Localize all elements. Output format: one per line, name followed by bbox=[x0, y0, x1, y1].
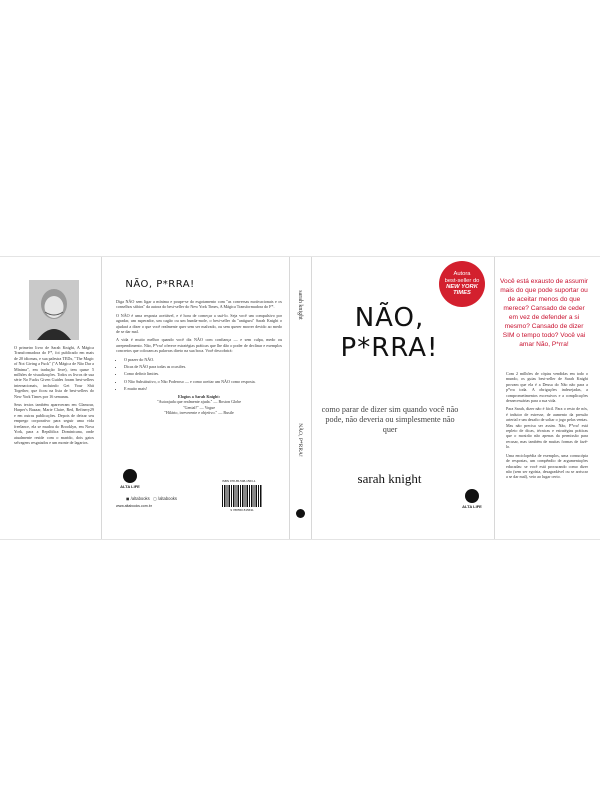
praise-heading: Elogios a Sarah Knight: bbox=[178, 393, 220, 399]
back-paragraph: Diga NÃO sem ligar a mínima e poupe-se do esgotamento com "as conversas motivacionais e os conselhos sábios" da autora do best-seller do New York Times, A Mágica Transformadora do F*. bbox=[116, 299, 282, 310]
author-bio-paragraph: Seus textos também apareceram em Glamour, Harper's Bazaar, Marie Claire, Red, Refinery29 e em outras publicações. Depois de deixar seu emprego corporativo para seguir uma vida freelance, ela se mudou do Brooklyn, em Nova York, para a República Dominicana, onde atualmente reside com o marido, dois gatos selvagens resgatados e um monte de lagartos. bbox=[14, 402, 94, 445]
book-jacket bbox=[0, 256, 600, 540]
praise-quote: "Genial!" — Vogue bbox=[182, 404, 216, 410]
fold-line bbox=[494, 257, 495, 539]
facebook-icon: ◼ bbox=[126, 496, 130, 501]
publisher-logo bbox=[118, 469, 142, 489]
website: www.altabooks.com.br bbox=[116, 504, 152, 508]
flap-headline: Você está exausto de assumir mais do que pode suportar ou de aceitar menos do que merece? Cansado de ceder em vez de defender a si mesmo? Cansado de dizer SIM o tempo todo? Você vai amar Não, P*rra! bbox=[500, 278, 588, 348]
bestseller-badge bbox=[439, 261, 485, 307]
social-links bbox=[126, 496, 177, 501]
front-title-line: NÃO, bbox=[354, 303, 425, 333]
badge-text: Autora bbox=[453, 271, 471, 278]
front-title-line: P*RRA! bbox=[340, 333, 439, 363]
author-bio bbox=[14, 345, 94, 448]
flap-paragraph: Com 2 milhões de cópias vendidas em todo o mundo, os guias best-seller de Sarah Knight provam que ela é a Deusa do Não não para a p*rra toda. A obrigações indesejadas, a comprometimentos excessivos e a complicações desnecessárias para a sua vida. bbox=[506, 371, 588, 404]
back-bullets bbox=[116, 357, 282, 392]
bullet-item: • O Não Substitutivo, o Não Poderoso — e como aceitar um NÃO como resposta. bbox=[124, 379, 282, 384]
bullet-item: • O prazer do NÃO. bbox=[124, 357, 282, 362]
badge-text: NEW YORK bbox=[446, 284, 478, 290]
bullet-item: • Como definir limites. bbox=[124, 371, 282, 376]
praise-quote: "Autoajuda que realmente ajuda." — Boston Globe bbox=[156, 399, 242, 405]
barcode-number: 9 788550 815631 bbox=[230, 508, 254, 512]
isbn: ISBN 978-85-508-1563-1 bbox=[222, 479, 256, 483]
author-bio-paragraph: O primeiro livro de Sarah Knight, A Mágica Transformadora do F*, foi publicado em mais de 20 idiomas, e sua palestra TEDx, "The Magic of Not Giving a Fuck" ("A Mágica de Não Dar a Mínima", em tradução livre), tem quase 5 milhões de visualizações. Todos os livros de sua série No Fucks Given Guides foram best-sellers internacionais, incluindo Get Your Shit Together, que ficou na lista de best-sellers do New York Times por 16 semanas. bbox=[14, 345, 94, 399]
bullet-item: • E muito mais! bbox=[124, 386, 282, 391]
publisher-name: ALTA LIFE bbox=[462, 504, 482, 509]
tree-icon bbox=[465, 489, 479, 503]
badge-text: TIMES bbox=[453, 290, 471, 297]
instagram-icon: ◻ bbox=[153, 496, 157, 501]
tree-icon bbox=[123, 469, 137, 483]
badge-text: best-seller do bbox=[444, 277, 480, 284]
back-copy bbox=[116, 299, 282, 415]
author-photo bbox=[29, 280, 79, 340]
social-handle: /altabooks bbox=[157, 496, 177, 501]
front-publisher-logo bbox=[460, 489, 484, 509]
flap-paragraph: Uma enciclopédia de exemplos, uma cornucópia de respostas, um compêndio de argumentações educadas: se você está procurando como dizer não (sem ser egoísta, desagradável ou se arriscar a se dar mal), veio ao lugar certo. bbox=[506, 452, 588, 480]
spine-author: sarah knight bbox=[297, 290, 303, 320]
back-paragraph: A vida é muito melhor quando você diz NÃO com confiança — e sem culpa, medo ou arrependimento. Não, P*rra! oferece estratégias práticas que lhe dão o poder de declinar e exemplos concretos que colocam as palavras direto na sua boca. Você descobrirá: bbox=[116, 337, 282, 354]
flap-copy bbox=[506, 371, 588, 483]
tree-icon bbox=[296, 509, 305, 518]
spine-title: NÃO, P*RRA! bbox=[297, 423, 303, 457]
spine bbox=[289, 257, 311, 539]
fold-line bbox=[311, 257, 312, 539]
back-title: NÃO, P*RRA! bbox=[125, 279, 195, 290]
barcode bbox=[222, 485, 262, 507]
bullet-item: • Dicas de NÃO para todas as ocasiões. bbox=[124, 364, 282, 369]
social-handle: /altabooks bbox=[130, 496, 150, 501]
flap-paragraph: Para Sarah, dizer não é fácil. Para o resto de nós, é indutor de estresse, de aumento da pressão arterial e um desafio de soltar o jogo pelas ventas. Mas não precisa ser assim. Não, P*rra! está repleto de dicas, técnicas e estratégias práticas que o mostrão não apenas da permissão para recusar, mas também de muitas formas de fazê-lo. bbox=[506, 406, 588, 450]
back-paragraph: O NÃO é uma resposta aceitável, e é hora de começar a usá-lo. Seja você um compulsivo por agradar, um superador, um cagão ou um bunda-mole, o best-seller da "antiguru" Sarah Knight o ajudará a dizer o que você realmente quer sem ser malvado, ou sem querer morrer devido ao medo de se dar mal. bbox=[116, 312, 282, 335]
praise-quote: "Hilário, irreverente e objetivo." — Bustle bbox=[164, 409, 234, 415]
front-title bbox=[312, 303, 467, 363]
publisher-name: ALTA LIFE bbox=[120, 484, 140, 489]
front-subtitle: como parar de dizer sim quando você não pode, não deveria ou simplesmente não quer bbox=[321, 405, 459, 434]
fold-line bbox=[101, 257, 102, 539]
spine-publisher-logo bbox=[288, 509, 312, 518]
front-author: sarah knight bbox=[357, 471, 422, 486]
